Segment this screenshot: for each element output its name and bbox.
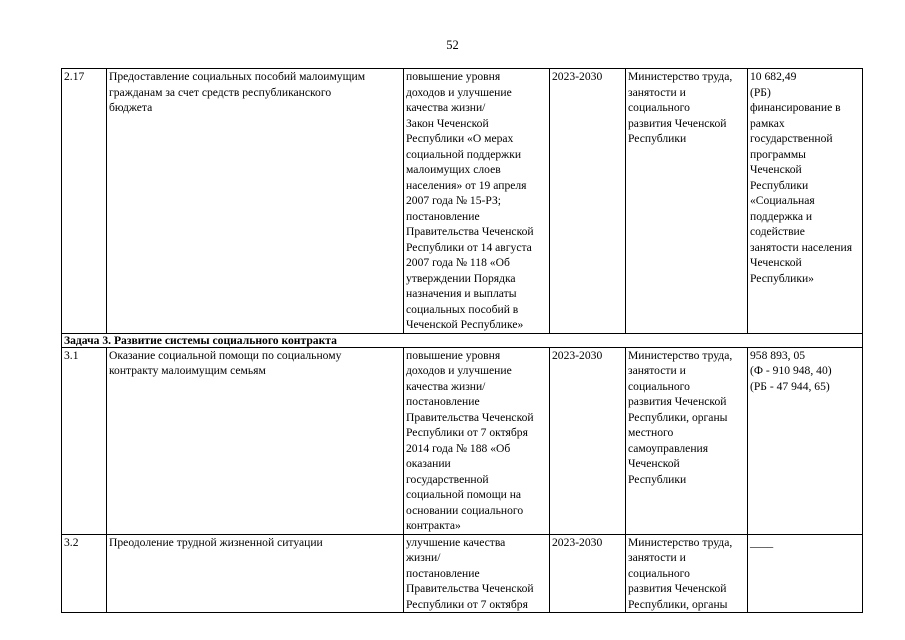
measure-name: Оказание социальной помощи по социальному контракту малоимущим семьям [107,347,404,534]
table-row [62,534,863,613]
measure-executor: Министерство труда, занятости и социального развития Чеченской Республики, органы [626,534,748,613]
measure-goal: повышение уровня доходов и улучшение качества жизни/ постановление Правительства Чеченской Республики от 7 октября 2014 года № 188 «Об оказании государственной социальной помощи на основании социального контракта» [404,347,550,534]
measure-goal: повышение уровня доходов и улучшение качества жизни/ Закон Чеченской Республики «О мерах социальной поддержки малоимущих слоев населения» от 19 апреля 2007 года № 15-РЗ; постановление Правительства Чеченской Республики от 14 августа 2007 года № 118 «Об утверждении Порядка назначения и выплаты социальных пособий в Чеченской Республике» [404,69,550,334]
measure-period: 2023-2030 [550,534,626,613]
table-row [62,347,863,534]
measure-executor: Министерство труда, занятости и социального развития Чеченской Республики, органы местного самоуправления Чеченской Республики [626,347,748,534]
table-row [62,69,863,334]
task-title: Задача 3. Развитие системы социального контракта [62,333,863,347]
measure-funding: 10 682,49 (РБ) финансирование в рамках государственной программы Чеченской Республики «Социальная поддержка и содействие занятости населения Чеченской Республики» [748,69,863,334]
measure-executor: Министерство труда, занятости и социального развития Чеченской Республики [626,69,748,334]
measure-period: 2023-2030 [550,347,626,534]
row-number: 3.2 [62,534,107,613]
measure-goal: улучшение качества жизни/ постановление Правительства Чеченской Республики от 7 октября [404,534,550,613]
measure-period: 2023-2030 [550,69,626,334]
measure-funding: 958 893, 05 (Ф - 910 948, 40) (РБ - 47 944, 65) [748,347,863,534]
task-header-row [62,333,863,347]
measure-funding: ____ [748,534,863,613]
page-number: 52 [446,38,459,52]
row-number: 2.17 [62,69,107,334]
measures-table [61,68,863,613]
measure-name: Преодоление трудной жизненной ситуации [107,534,404,613]
measure-name: Предоставление социальных пособий малоимущим гражданам за счет средств республиканского бюджета [107,69,404,334]
row-number: 3.1 [62,347,107,534]
